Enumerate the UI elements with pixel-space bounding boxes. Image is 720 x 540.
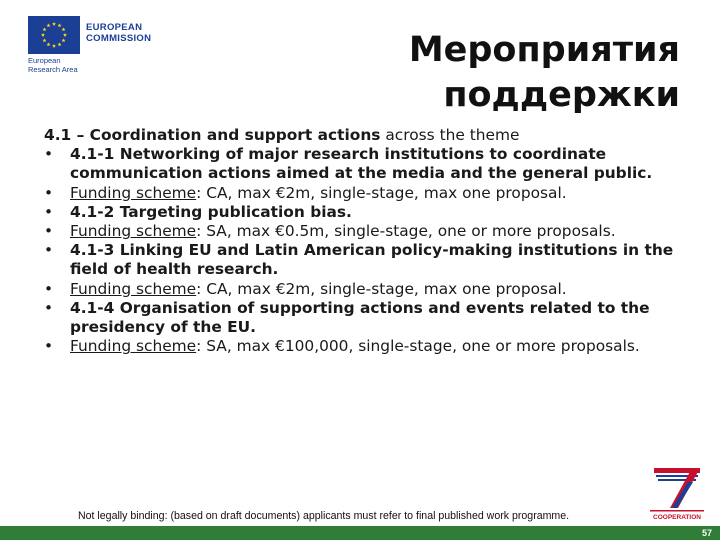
- disclaimer-note: Not legally binding: (based on draft documents) applicants must refer to final published work programme.: [78, 510, 570, 522]
- fp7-cooperation-logo: [644, 464, 708, 524]
- topic-title: 4.1-3 Linking EU and Latin American policy-making institutions in the field of health research.: [70, 241, 674, 279]
- bullet-icon: •: [44, 222, 54, 241]
- commission-line-1: EUROPEAN: [86, 22, 143, 33]
- eu-star: [42, 27, 46, 31]
- eu-star: [41, 33, 45, 37]
- funding-scheme-details: : CA, max €2m, single-stage, max one proposal.: [196, 183, 567, 202]
- bullet-icon: •: [44, 279, 54, 298]
- funding-item: [44, 337, 684, 356]
- eu-flag-icon: [28, 16, 80, 54]
- title-line-1: Мероприятия: [408, 30, 680, 70]
- bullet-icon: •: [44, 337, 54, 356]
- funding-scheme-details: : SA, max €100,000, single-stage, one or more proposals.: [196, 337, 640, 356]
- eu-star: [63, 33, 67, 37]
- era-line-1: European: [28, 56, 61, 65]
- topic-title: 4.1-2 Targeting publication bias.: [70, 202, 352, 221]
- intro-heading: 4.1 – Coordination and support actions: [44, 126, 381, 144]
- funding-scheme-details: : CA, max €2m, single-stage, max one proposal.: [196, 279, 567, 298]
- bullet-icon: •: [44, 202, 54, 221]
- funding-item: [44, 184, 684, 203]
- bullet-icon: •: [44, 183, 54, 202]
- seven-icon: [654, 468, 700, 508]
- topic-item: [44, 299, 684, 337]
- topic-title: 4.1-1 Networking of major research institutions to coordinate communication actions aimed at the media and the general public.: [70, 145, 653, 183]
- bullet-icon: •: [44, 298, 54, 317]
- funding-scheme-details: : SA, max €0.5m, single-stage, one or more proposals.: [196, 222, 616, 241]
- funding-scheme-label: Funding scheme: [70, 222, 197, 241]
- eu-star: [58, 42, 62, 46]
- eu-star: [62, 38, 66, 42]
- eu-star: [47, 42, 51, 46]
- era-label: [28, 57, 78, 74]
- slide-body: [44, 126, 684, 356]
- bullet-icon: •: [44, 241, 54, 260]
- eu-star: [52, 44, 56, 48]
- page-number: 57: [701, 528, 712, 538]
- commission-name: [86, 22, 151, 44]
- eu-star: [62, 27, 66, 31]
- intro-rest: across the theme: [380, 126, 520, 144]
- footer-bar: [0, 526, 720, 540]
- funding-scheme-label: Funding scheme: [70, 183, 197, 202]
- funding-item: [44, 280, 684, 299]
- fp7-logo-text: COOPERATION: [653, 514, 701, 521]
- funding-item: [44, 222, 684, 241]
- bullet-list: [44, 145, 684, 356]
- topic-title: 4.1-4 Organisation of supporting actions and events related to the presidency of the EU.: [70, 298, 650, 337]
- era-line-2: Research Area: [28, 64, 78, 74]
- intro-line: [44, 126, 684, 145]
- eu-star: [47, 23, 51, 27]
- european-commission-logo: [26, 14, 186, 76]
- eu-star: [58, 23, 62, 27]
- topic-item: [44, 241, 684, 279]
- slide-title: [409, 28, 680, 118]
- topic-item: [44, 145, 684, 183]
- bullet-icon: •: [44, 145, 54, 164]
- commission-line-2: COMMISSION: [86, 33, 152, 44]
- funding-scheme-label: Funding scheme: [70, 279, 197, 298]
- eu-star: [52, 22, 56, 26]
- funding-scheme-label: Funding scheme: [70, 337, 197, 356]
- title-line-2: поддержки: [443, 75, 680, 115]
- eu-star: [42, 38, 46, 42]
- topic-item: [44, 203, 684, 222]
